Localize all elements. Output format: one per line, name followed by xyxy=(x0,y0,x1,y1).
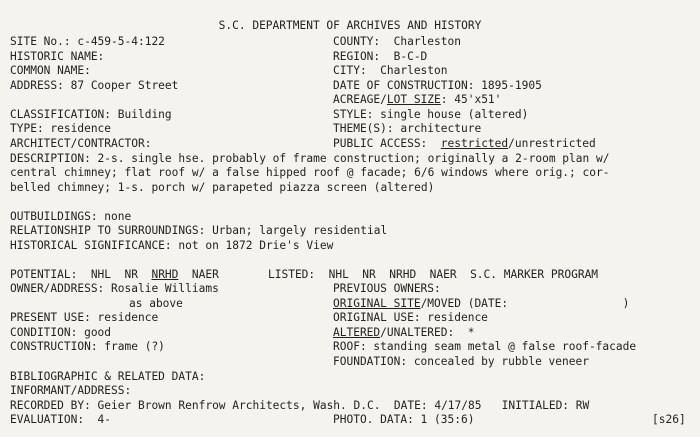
description-line-1: DESCRIPTION: 2-s. single hse. probably of frame construction; originally a 2-room plan w/ xyxy=(10,152,610,165)
relationship-to-surroundings: RELATIONSHIP TO SURROUNDINGS: Urban; largely residential xyxy=(10,224,388,237)
condition: CONDITION: good xyxy=(10,326,112,339)
owner-as-above: as above xyxy=(129,297,183,310)
unaltered-label: /UNALTERED: * xyxy=(380,326,475,339)
acreage-lot-size xyxy=(333,93,501,107)
altered-label: ALTERED xyxy=(333,326,381,339)
lot-size-label: LOT SIZE xyxy=(386,93,441,106)
historic-name: HISTORIC NAME: xyxy=(10,50,105,63)
address: ADDRESS: 87 Cooper Street xyxy=(10,79,179,92)
architect-contractor: ARCHITECT/CONTRACTOR: xyxy=(10,137,152,150)
public-access-prefix: PUBLIC ACCESS: xyxy=(333,137,441,150)
date-of-construction: DATE OF CONSTRUCTION: 1895-1905 xyxy=(333,79,542,92)
informant-address: INFORMANT/ADDRESS: xyxy=(10,384,132,397)
document-title: S.C. DEPARTMENT OF ARCHIVES AND HISTORY xyxy=(218,19,482,32)
potential-nrhd: NRHD xyxy=(151,268,179,281)
photo-data: PHOTO. DATA: 1 (35:6) xyxy=(333,413,475,426)
listed: LISTED: NHL NR NRHD NAER S.C. MARKER PROGRAM xyxy=(268,268,599,281)
altered-unaltered xyxy=(333,326,474,340)
potential-prefix: POTENTIAL: NHL NR xyxy=(10,268,152,281)
outbuildings: OUTBUILDINGS: none xyxy=(10,210,132,223)
public-access xyxy=(333,137,596,151)
common-name: COMMON NAME: xyxy=(10,64,91,77)
bibliographic-data: BIBLIOGRAPHIC & RELATED DATA: xyxy=(10,370,206,383)
description-line-2: central chimney; flat roof w/ a false hipped roof @ facade; 6/6 windows where orig.; cor- xyxy=(10,166,610,179)
potential-suffix: NAER xyxy=(178,268,219,281)
county: COUNTY: Charleston xyxy=(333,35,461,48)
acreage-value: : 45'x51' xyxy=(440,93,502,106)
foundation: FOUNDATION: concealed by rubble veneer xyxy=(333,355,589,368)
potential xyxy=(10,268,219,282)
themes: THEME(S): architecture xyxy=(333,122,482,135)
previous-owners: PREVIOUS OWNERS: xyxy=(333,282,441,295)
original-use: ORIGINAL USE: residence xyxy=(333,311,488,324)
city: CITY: Charleston xyxy=(333,64,448,77)
type: TYPE: residence xyxy=(10,122,112,135)
public-access-restricted: restricted xyxy=(440,137,509,150)
present-use: PRESENT USE: residence xyxy=(10,311,159,324)
owner-address: OWNER/ADDRESS: Rosalie Williams xyxy=(10,282,219,295)
classification: CLASSIFICATION: Building xyxy=(10,108,172,121)
photo-reference: [s26] xyxy=(652,413,686,426)
recorded-by: RECORDED BY: Geier Brown Renfrow Architects, Wash. D.C. DATE: 4/17/85 INITIALED: RW xyxy=(10,399,590,412)
site-number: SITE No.: c-459-5-4:122 xyxy=(10,35,165,48)
region: REGION: B-C-D xyxy=(333,50,428,63)
original-site-label: ORIGINAL SITE xyxy=(333,297,421,310)
acreage-prefix: ACREAGE/ xyxy=(333,93,387,106)
style: STYLE: single house (altered) xyxy=(333,108,529,121)
evaluation: EVALUATION: 4- xyxy=(10,413,112,426)
construction: CONSTRUCTION: frame (?) xyxy=(10,340,165,353)
moved-date: /MOVED (DATE: ) xyxy=(420,297,630,310)
roof: ROOF: standing seam metal @ false roof-facade xyxy=(333,340,637,353)
historical-significance: HISTORICAL SIGNIFICANCE: not on 1872 Drie's View xyxy=(10,239,334,252)
description-line-3: belled chimney; 1-s. porch w/ parapeted piazza screen (altered) xyxy=(10,181,435,194)
public-access-suffix: /unrestricted xyxy=(508,137,596,150)
original-site-moved xyxy=(333,297,629,311)
